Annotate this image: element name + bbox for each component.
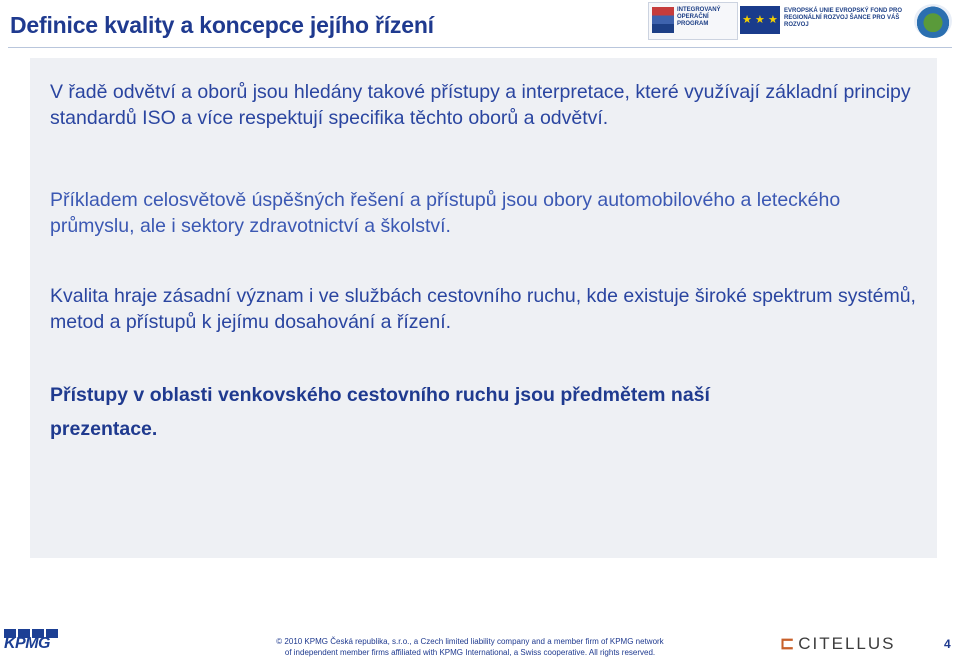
- page-number: 4: [944, 637, 951, 651]
- copyright-line-2: of independent member firms affiliated with KPMG International, a Swiss cooperative. All rights reserved.: [284, 648, 656, 657]
- copyright-line-1: © 2010 KPMG Česká republika, s.r.o., a Czech limited liability company and a member firm of KPMG network: [276, 637, 664, 646]
- paragraph-2: Příkladem celosvětově úspěšných řešení a přístupů jsou obory automobilového a leteckého průmyslu, ale i sektory zdravotnictví a školství.: [50, 189, 841, 237]
- closing-line-2: prezentace.: [50, 418, 158, 440]
- copyright-footer: [260, 636, 680, 658]
- citellus-wordmark: CITELLUS: [798, 634, 896, 653]
- op-logo-icon: [652, 7, 674, 33]
- partner-round-logo-icon: [914, 4, 952, 38]
- eu-flag-icon: ★ ★ ★: [740, 6, 780, 34]
- eu-logo: [740, 4, 910, 38]
- citellus-logo: [780, 634, 896, 654]
- kpmg-logo: [4, 629, 60, 653]
- kpmg-wordmark: KPMG: [4, 635, 50, 652]
- citellus-mark-icon: ⊏: [780, 634, 797, 653]
- header-logos: [648, 2, 956, 40]
- op-logo: [648, 2, 738, 40]
- title-divider: [8, 47, 952, 48]
- eu-logo-text: EVROPSKÁ UNIE EVROPSKÝ FOND PRO REGIONÁLNÍ ROZVOJ ŠANCE PRO VÁŠ ROZVOJ: [784, 8, 903, 28]
- closing-statement: [50, 378, 930, 446]
- paragraph-1: V řadě odvětví a oborů jsou hledány takové přístupy a interpretace, které využívají základní principy standardů ISO a více respektují specifika těchto oborů a odvětví.: [50, 81, 911, 129]
- closing-line-1: Přístupy v oblasti venkovského cestovního ruchu jsou předmětem naší: [50, 384, 710, 406]
- paragraph-3: Kvalita hraje zásadní význam i ve službách cestovního ruchu, kde existuje široké spektrum systémů, metod a přístupů k jejímu dosahování a řízení.: [50, 285, 916, 333]
- op-logo-text: INTEGROVANÝ OPERAČNÍ PROGRAM: [677, 7, 721, 27]
- slide-title: Definice kvality a koncepce jejího řízení: [10, 12, 434, 38]
